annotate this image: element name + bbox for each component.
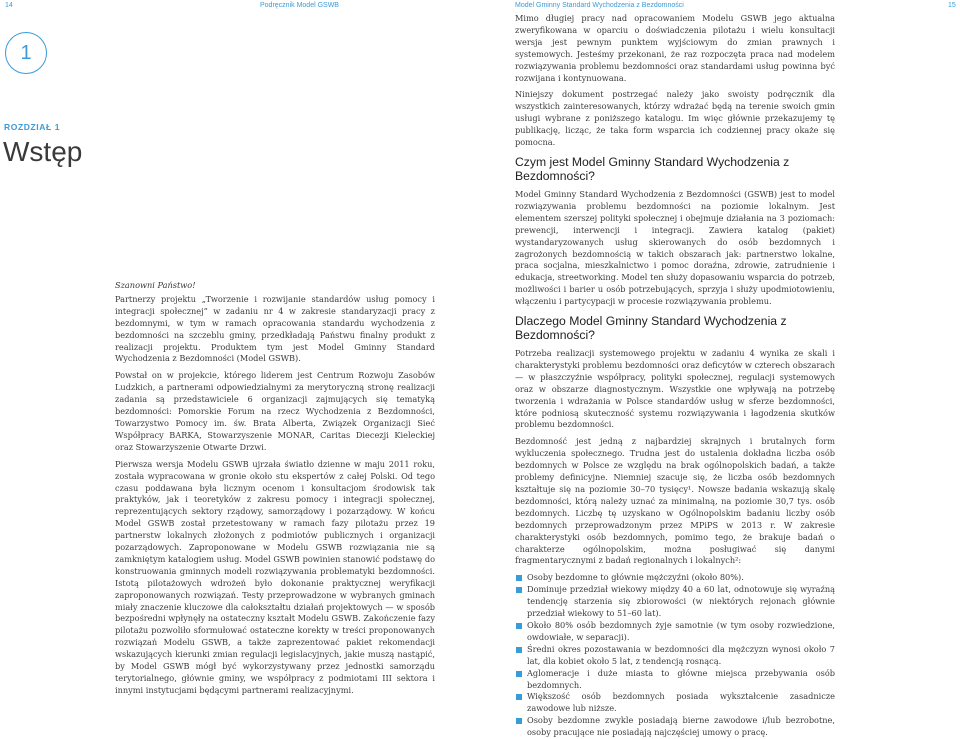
list-item: Średni okres pozostawania w bezdomności dla mężczyzn wynosi około 7 lat, dla kobiet około 5 lat, z tendencją rosnącą. — [515, 644, 835, 668]
chapter-label: ROZDZIAŁ 1 — [4, 122, 61, 132]
left-paragraph: Partnerzy projektu „Tworzenie i rozwijanie standardów usług pomocy i integracji społecznej” w zadaniu nr 4 w zakresie standaryzacji pracy z bezdomnymi, w tym w ramach opracowania standardu wychodzenia z bezdomności na szczeblu gminy, przedkładają Państwu finalny produkt z realizacji projektu. Produktem tym jest Model Gminny Standard Wychodzenia z Bezdomności (Model GSWB). — [115, 293, 435, 364]
right-paragraph: Mimo długiej pracy nad opracowaniem Modelu GSWB jego aktualna zweryfikowana w oparciu o doświadczenia pilotażu i wielu konsultacji wersja jest pewnym punktem wyjściowym do zmian prawnych i systemowych. Jesteśmy przekonani, że raz rozpoczęta praca nad modelem rozwiązywania problemu bezdomności oraz standardami usług powinna być rozwijana i kontynuowana. — [515, 13, 835, 83]
chapter-number-circle: 1 — [5, 32, 47, 74]
list-item: Osoby bezdomne zwykle posiadają bierne zawodowe i/lub bezrobotne, osoby pracujące nie posiadają najczęściej umowy o pracę. — [515, 715, 835, 739]
section-heading: Dlaczego Model Gminny Standard Wychodzenia z Bezdomności? — [515, 314, 787, 343]
left-paragraph: Pierwsza wersja Modelu GSWB ujrzała światło dzienne w maju 2011 roku, została wypracowana w gronie około stu ekspertów z całej Polski. Od tego czasu poddawana była licznym ocenom i konsultacjom środowisk tak praktyków, jak i teoretyków z zakresu pomocy i integracji społecznej, reprezentujących sektory rządowy, samorządowy i pozarządowy. W końcu Model GSWB został przetestowany w ramach fazy pilotażu przez 19 partnerstw lokalnych złożonych z podmiotów publicznych i organizacji pozarządowych. Zaproponowane w Modelu GSWB rozwiązania nie są zamkniętym katalogiem usług. Model GSWB powinien stanowić podstawę do konstruowania gminnych modeli rozwiązywania problematyki bezdomności. Istotą pilotażowych wdrożeń było dokonanie praktycznej weryfikacji zaproponowanych rozwiązań. Testy przeprowadzone w wybranych gminach miały znaczenie kluczowe dla całokształtu działań projektowych — w sposób bezpośredni wpłynęły na ostateczny kształt Modelu GSWB. Zakończenie fazy pilotażu pozwoliło sformułować ostateczne korekty w treści proponowanych rozwiązań Modelu GSWB, a także zaprezentować pakiet rekomendacji wskazujących kierunki zmian regulacji legislacyjnych, jakie muszą nastąpić, by Model GSWB mógł być wykorzystywany przez jednostki samorządu terytorialnego, głównie gminy, we współpracy z podmiotami III sektora i innymi instytucjami będącymi partnerami realizacyjnymi. — [115, 458, 435, 695]
list-item: Większość osób bezdomnych posiada wykształcenie zasadnicze zawodowe lub niższe. — [515, 691, 835, 715]
header-title-right: Model Gminny Standard Wychodzenia z Bezdomności — [515, 2, 684, 9]
right-paragraph: Niniejszy dokument postrzegać należy jako swoisty podręcznik dla wszystkich zainteresowanych, którzy wdrażać będą na terenie swoich gmin usługi wybrane z poniższego katalogu. Im więc głównie przekazujemy tę publikację, licząc, że taka form wsparcia ich codziennej pracy okaże się pomocna. — [515, 89, 835, 148]
chapter-title: Wstęp — [3, 136, 83, 167]
page-number-right: 15 — [948, 2, 956, 9]
left-column — [115, 280, 435, 702]
list-item: Aglomeracje i duże miasta to główne miejsca przebywania osób bezdomnych. — [515, 668, 835, 692]
header-title-left: Podręcznik Model GSWB — [260, 2, 339, 9]
right-paragraph: Potrzeba realizacji systemowego projektu w zadaniu 4 wynika ze skali i charakterystyki problemu bezdomności oraz deficytów w czterech obszarach — w płaszczyźnie współpracy, polityki społecznej, regulacji systemowych oraz w obszarze diagnostycznym. Wszystkie one wpływają na potrzebę tworzenia i wdrażania w Polsce standardów usług w sferze bezdomności, które podniosą skuteczność systemu rozwiązywania i łagodzenia skutków problemu bezdomności. — [515, 348, 835, 430]
right-paragraph: Bezdomność jest jedną z najbardziej skrajnych i brutalnych form wykluczenia społecznego. Trudna jest do ustalenia dokładna liczba osób bezdomnych w Polsce ze względu na brak ogólnopolskich badań, a także problemy definicyjne. Niemniej szacuje się, że liczba osób bezdomnych kształtuje się na poziomie 30–70 tysięcy¹. Nowsze badania wskazują skalę bezdomności, którą należy uznać za minimalną, na poziomie 30,7 tys. osób bezdomnych. Liczbę tę uzyskano w Ogólnopolskim badaniu liczby osób bezdomnych przeprowadzonym przez MPiPS w 2013 r. W zakresie charakterystyki osób bezdomnych, pomimo tego, że brakuje badań o charakterze ogólnopolskim, można posługiwać się danymi fragmentarycznymi z badań regionalnych i lokalnych²: — [515, 436, 835, 566]
greeting: Szanowni Państwo! — [115, 280, 196, 290]
list-item: Dominuje przedział wiekowy między 40 a 60 lat, odnotowuje się wyraźną tendencję starzenia się zbiorowości (w niektórych rejonach głównie przedział wiekowy to 51–60 lat). — [515, 584, 835, 620]
left-paragraph: Powstał on w projekcie, którego liderem jest Centrum Rozwoju Zasobów Ludzkich, a partnerami odpowiedzialnymi za merytoryczną stronę realizacji zadania są przedstawiciele 6 organizacji zajmujących się tematyką bezdomności: Pomorskie Forum na rzecz Wychodzenia z Bezdomności, Towarzystwo Pomocy im. św. Brata Alberta, Związek Organizacji Sieć Współpracy BARKA, Stowarzyszenie MONAR, Caritas Diecezji Kieleckiej oraz Stowarzyszenie Otwarte Drzwi. — [115, 370, 435, 452]
right-paragraph: Model Gminny Standard Wychodzenia z Bezdomności (GSWB) jest to model rozwiązywania problemu bezdomności na poziomie lokalnym. Jest elementem szerszej polityki społecznej i obejmuje działania na 3 poziomach: prewencji, interwencji i integracji. Zawiera katalog (pakiet) wystandaryzowanych usług skierowanych do osób bezdomnych i zagrożonych bezdomnością w takich obszarach jak: partnerstwo lokalne, praca socjalna, mieszkalnictwo i pomoc doraźna, zdrowie, zatrudnienie i edukacja, streetworking. Model ten służy dopasowaniu wsparcia do potrzeb, możliwości i barier u osób potrzebujących, sprzyja i służy upodmiotowieniu, włączeniu i partycypacji w procesie rozwiązywania problemu. — [515, 188, 835, 307]
bullet-list — [515, 572, 835, 739]
section-heading: Czym jest Model Gminny Standard Wychodzenia z Bezdomności? — [515, 154, 790, 183]
page-number-left: 14 — [5, 2, 13, 9]
list-item: Osoby bezdomne to głównie mężczyźni (około 80%). — [515, 572, 835, 584]
list-item: Około 80% osób bezdomnych żyje samotnie (w tym osoby rozwiedzione, owdowiałe, w separacji). — [515, 620, 835, 644]
right-column — [515, 13, 835, 739]
